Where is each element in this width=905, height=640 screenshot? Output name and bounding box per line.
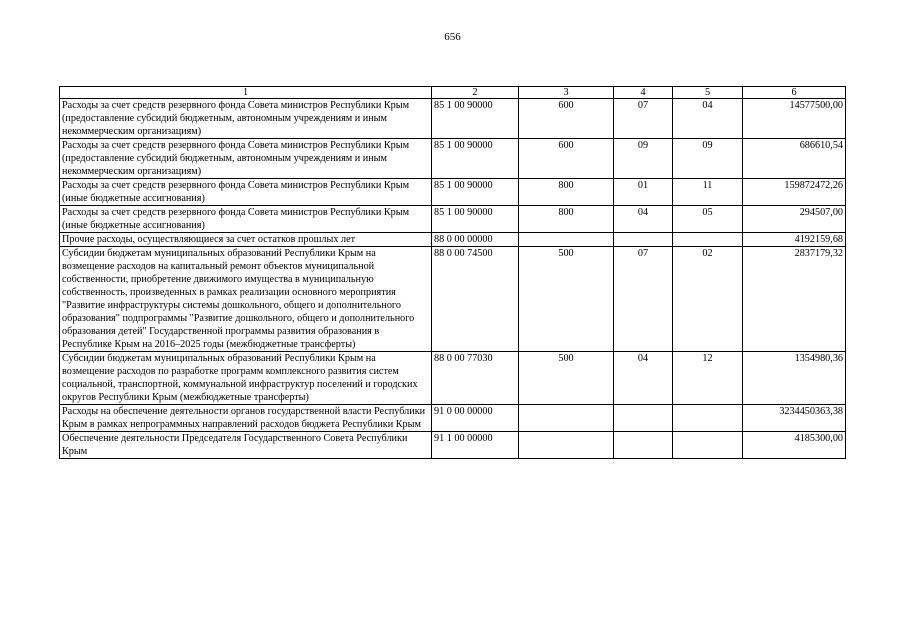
row-subsection bbox=[673, 405, 743, 432]
row-subsection: 11 bbox=[673, 179, 743, 206]
column-header: 3 bbox=[519, 87, 614, 99]
column-header: 1 bbox=[60, 87, 432, 99]
row-subsection: 04 bbox=[673, 99, 743, 139]
budget-table bbox=[59, 86, 846, 459]
table-row bbox=[60, 99, 846, 139]
column-header: 5 bbox=[673, 87, 743, 99]
row-amount: 3234450363,38 bbox=[743, 405, 846, 432]
row-target-code: 88 0 00 77030 bbox=[432, 352, 519, 405]
row-target-code: 88 0 00 00000 bbox=[432, 233, 519, 247]
row-description: Расходы за счет средств резервного фонда Совета министров Республики Крым (предоставление субсидий бюджетным, автономным учреждениям и иным некоммерческим организациям) bbox=[60, 99, 432, 139]
row-expense-type bbox=[519, 233, 614, 247]
row-description: Расходы на обеспечение деятельности органов государственной власти Республики Крым в рамках непрограммных направлений расходов бюджета Республики Крым bbox=[60, 405, 432, 432]
row-target-code: 91 1 00 00000 bbox=[432, 432, 519, 459]
row-section: 07 bbox=[614, 247, 673, 352]
row-section: 04 bbox=[614, 352, 673, 405]
row-amount: 2837179,32 bbox=[743, 247, 846, 352]
row-description: Расходы за счет средств резервного фонда Совета министров Республики Крым (иные бюджетные ассигнования) bbox=[60, 179, 432, 206]
table-row bbox=[60, 405, 846, 432]
table-header-row bbox=[60, 87, 846, 99]
row-target-code: 85 1 00 90000 bbox=[432, 99, 519, 139]
row-target-code: 85 1 00 90000 bbox=[432, 179, 519, 206]
row-description: Обеспечение деятельности Председателя Государственного Совета Республики Крым bbox=[60, 432, 432, 459]
row-section: 07 bbox=[614, 99, 673, 139]
row-description: Расходы за счет средств резервного фонда Совета министров Республики Крым (предоставление субсидий бюджетным, автономным учреждениям и иным некоммерческим организациям) bbox=[60, 139, 432, 179]
row-subsection bbox=[673, 233, 743, 247]
row-expense-type: 600 bbox=[519, 99, 614, 139]
row-expense-type: 800 bbox=[519, 206, 614, 233]
table-row bbox=[60, 179, 846, 206]
row-amount: 1354980,36 bbox=[743, 352, 846, 405]
column-header: 2 bbox=[432, 87, 519, 99]
row-section: 04 bbox=[614, 206, 673, 233]
row-expense-type: 500 bbox=[519, 247, 614, 352]
row-target-code: 85 1 00 90000 bbox=[432, 206, 519, 233]
row-amount: 159872472,26 bbox=[743, 179, 846, 206]
row-amount: 686610,54 bbox=[743, 139, 846, 179]
row-description: Субсидии бюджетам муниципальных образований Республики Крым на возмещение расходов на капитальный ремонт объектов муниципальной собственности, приобретение движимого имущества в муниципальную собственность, произведенных в рамках реализации основного мероприятия "Развитие инфраструктуры системы дошкольного, общего и дополнительного образования" подпрограммы "Развитие дошкольного, общего и дополнительного образования детей" Государственной программы развития образования в Республике Крым на 2016–2025 годы (межбюджетные трансферты) bbox=[60, 247, 432, 352]
row-subsection: 05 bbox=[673, 206, 743, 233]
row-target-code: 85 1 00 90000 bbox=[432, 139, 519, 179]
row-target-code: 88 0 00 74500 bbox=[432, 247, 519, 352]
row-description: Расходы за счет средств резервного фонда Совета министров Республики Крым (иные бюджетные ассигнования) bbox=[60, 206, 432, 233]
row-description: Субсидии бюджетам муниципальных образований Республики Крым на возмещение расходов по разработке программ комплексного развития систем социальной, транспортной, коммунальной инфраструктур поселений и городских округов Республики Крым (межбюджетные трансферты) bbox=[60, 352, 432, 405]
table-row bbox=[60, 139, 846, 179]
row-section bbox=[614, 233, 673, 247]
column-header: 4 bbox=[614, 87, 673, 99]
row-description: Прочие расходы, осуществляющиеся за счет остатков прошлых лет bbox=[60, 233, 432, 247]
table-row bbox=[60, 432, 846, 459]
table-row bbox=[60, 206, 846, 233]
row-amount: 4185300,00 bbox=[743, 432, 846, 459]
row-section: 01 bbox=[614, 179, 673, 206]
row-section: 09 bbox=[614, 139, 673, 179]
row-section bbox=[614, 405, 673, 432]
row-expense-type bbox=[519, 432, 614, 459]
row-target-code: 91 0 00 00000 bbox=[432, 405, 519, 432]
row-amount: 14577500,00 bbox=[743, 99, 846, 139]
table-row bbox=[60, 352, 846, 405]
page-number: 656 bbox=[444, 31, 461, 43]
column-header: 6 bbox=[743, 87, 846, 99]
row-expense-type: 800 bbox=[519, 179, 614, 206]
row-subsection bbox=[673, 432, 743, 459]
row-amount: 4192159,68 bbox=[743, 233, 846, 247]
row-expense-type: 600 bbox=[519, 139, 614, 179]
table-row bbox=[60, 233, 846, 247]
table-row bbox=[60, 247, 846, 352]
row-amount: 294507,00 bbox=[743, 206, 846, 233]
row-expense-type bbox=[519, 405, 614, 432]
row-section bbox=[614, 432, 673, 459]
row-subsection: 12 bbox=[673, 352, 743, 405]
row-subsection: 02 bbox=[673, 247, 743, 352]
row-subsection: 09 bbox=[673, 139, 743, 179]
row-expense-type: 500 bbox=[519, 352, 614, 405]
